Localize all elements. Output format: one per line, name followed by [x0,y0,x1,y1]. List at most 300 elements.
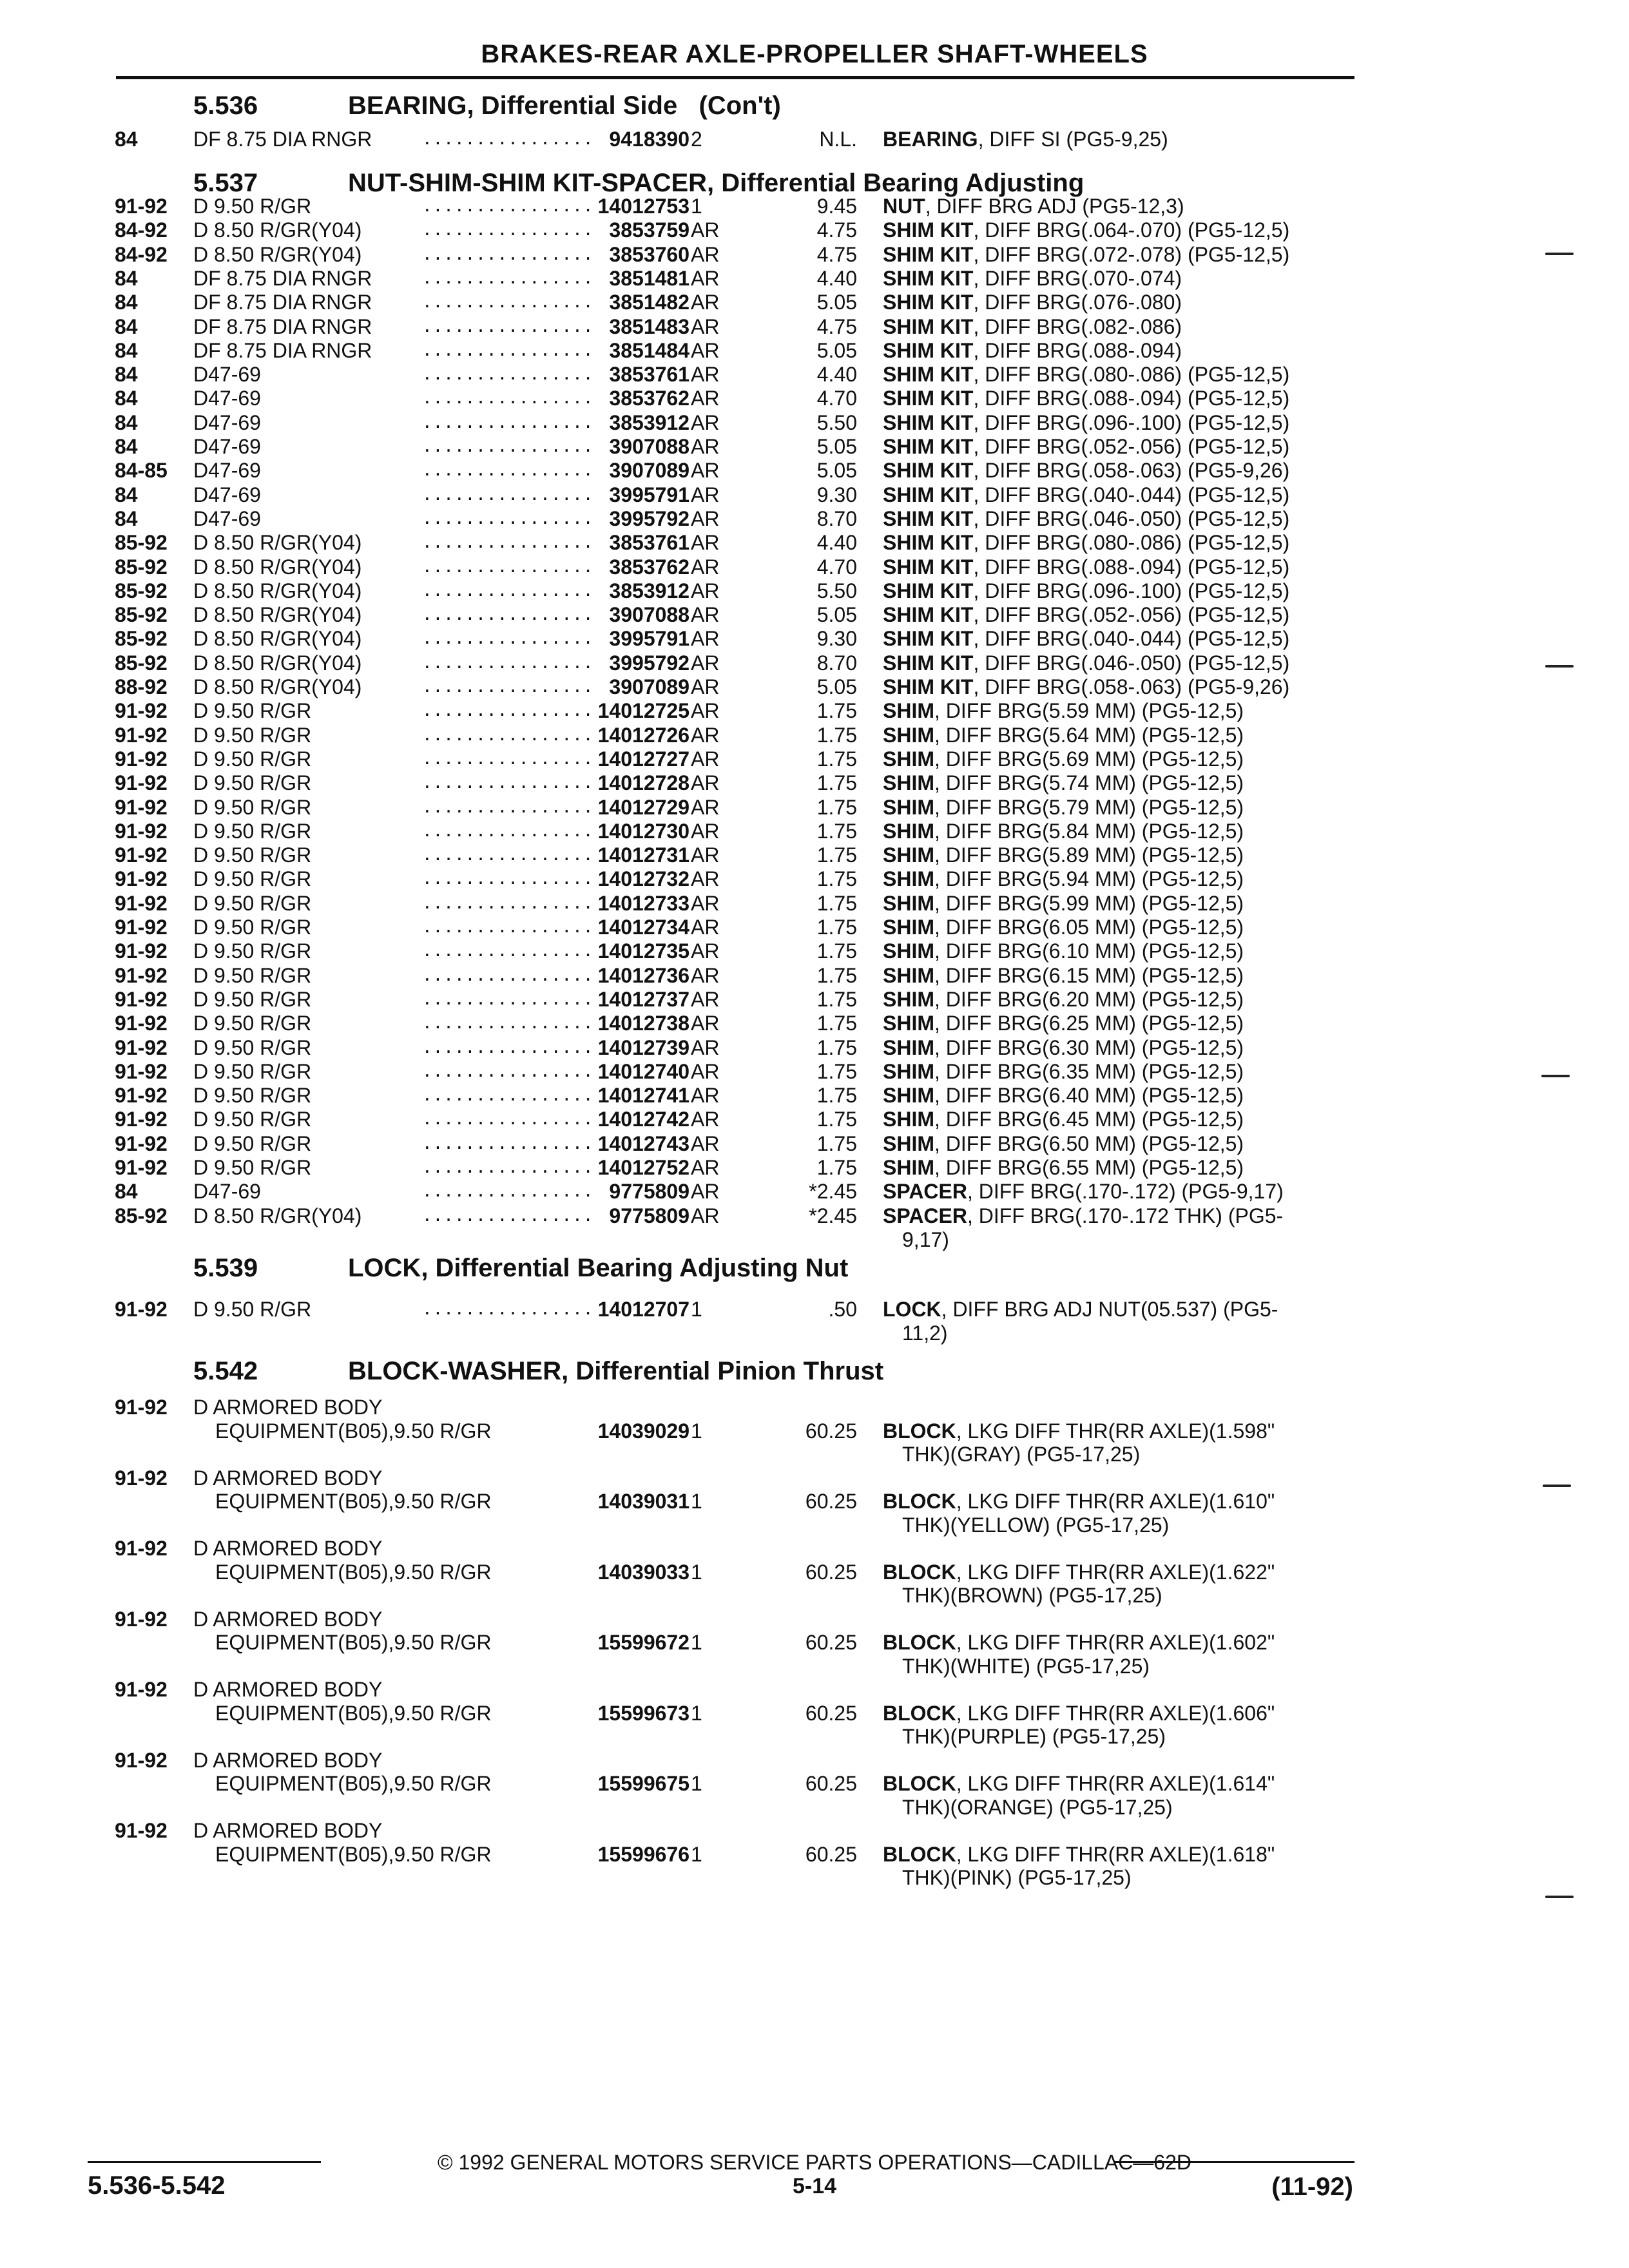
leader-dots: ................ [422,533,594,553]
part-name-key: SHIM KIT [883,651,974,675]
leader-dots: ................ [422,893,594,913]
part-name-detail: , DIFF BRG(.096-.100) (PG5-12,5) [973,410,1290,434]
model-years: 84 [115,387,138,410]
part-number: 3907088 [609,435,689,458]
table-row [0,410,1629,436]
quantity: 1 [691,1560,702,1584]
part-name [883,361,1289,387]
part-name-detail: , DIFF BRG(.040-.044) (PG5-12,5) [973,483,1290,506]
leader-dots: ................ [422,965,594,985]
part-name-key: SHIM KIT [883,242,974,266]
part-name-detail: , DIFF BRG(6.55 MM) (PG5-12,5) [934,1156,1244,1179]
part-name-key: BLOCK [883,1842,956,1866]
price: 1.75 [816,1059,857,1083]
application-desc: D 8.50 R/GR(Y04) [193,603,362,627]
price: 1.75 [816,916,857,939]
application-desc: D 9.50 R/GR [193,1012,312,1035]
table-row-continuation [0,1418,1629,1444]
leader-dots: ................ [422,130,594,149]
model-years: 91-92 [115,819,168,843]
model-years: 88-92 [115,675,168,698]
leader-dots: ................ [422,581,594,601]
quantity: AR [691,1035,720,1059]
margin-mark [1543,1485,1571,1487]
part-name-detail: , DIFF BRG(.096-.100) (PG5-12,5) [973,579,1290,602]
part-name-key: BLOCK [883,1631,956,1654]
part-name-detail: , DIFF BRG(6.35 MM) (PG5-12,5) [934,1059,1244,1083]
model-years: 84-85 [115,459,168,483]
table-row [0,1818,1629,1843]
part-name-detail: , DIFF BRG(.058-.063) (PG5-9,26) [973,675,1290,698]
part-number: 3853759 [609,218,689,242]
application-desc: D 9.50 R/GR [193,195,312,218]
model-years: 84 [115,435,138,458]
model-years: 91-92 [115,987,168,1011]
part-number: 3995791 [609,627,689,651]
table-row [0,265,1629,291]
leader-dots: ................ [422,1086,594,1106]
quantity: 1 [691,1490,702,1513]
leader-dots: ................ [422,918,594,937]
quantity: AR [691,338,720,362]
part-name-key: SHIM KIT [883,555,974,579]
section-header [0,88,1629,124]
leader-dots: ................ [422,1206,594,1225]
part-name-detail: , DIFF BRG(.170-.172 THK) (PG5- [967,1204,1284,1227]
model-years: 91-92 [115,1678,168,1701]
application-desc: D ARMORED BODY [193,1396,383,1419]
price: 5.05 [816,675,857,698]
application-desc: D 9.50 R/GR [193,1298,312,1321]
quantity: 1 [691,1842,702,1866]
quantity: AR [691,218,720,242]
part-name [883,914,1244,940]
part-name-cont: THK)(BROWN) (PG5-17,25) [902,1584,1162,1607]
part-name-key: SHIM [883,747,934,771]
section-title: LOCK, Differential Bearing Adjusting Nut [348,1254,849,1282]
price: 4.40 [816,266,857,290]
part-name-detail: , LKG DIFF THR(RR AXLE)(1.606" [956,1701,1275,1725]
table-row [0,530,1629,555]
application-desc: DF 8.75 DIA RNGR [193,128,372,151]
part-number: 14039031 [597,1490,689,1513]
price: N.L. [819,128,857,151]
name-continuation [0,1724,1629,1749]
price: 1.75 [816,723,857,747]
price: *2.45 [809,1204,857,1227]
table-row [0,1677,1629,1702]
part-name [883,1700,1275,1726]
price: 4.40 [816,363,857,387]
price: 60.25 [805,1560,857,1584]
section-number: 5.542 [193,1357,258,1385]
table-row [0,650,1629,676]
leader-dots: ................ [422,845,594,865]
part-number: 14012737 [597,987,689,1011]
part-number: 15599675 [597,1772,689,1795]
part-name-key: SHIM [883,987,934,1011]
part-name-detail: , DIFF BRG(.064-.070) (PG5-12,5) [973,218,1290,242]
table-row-continuation [0,1488,1629,1514]
part-name-detail: , LKG DIFF THR(RR AXLE)(1.614" [956,1772,1275,1795]
part-number: 14012731 [597,843,689,867]
quantity: AR [691,771,720,795]
part-name-detail: , DIFF BRG(5.84 MM) (PG5-12,5) [934,819,1244,843]
quantity: AR [691,723,720,747]
part-name-key: SHIM [883,795,934,819]
leader-dots: ................ [422,508,594,528]
part-name-detail: , DIFF BRG(5.94 MM) (PG5-12,5) [934,867,1244,891]
quantity: AR [691,1131,720,1155]
part-name-detail: , DIFF BRG(.170-.172) (PG5-9,17) [967,1180,1284,1204]
leader-dots: ................ [422,821,594,841]
part-name-detail: , DIFF BRG(5.69 MM) (PG5-12,5) [934,747,1244,771]
part-number: 14012741 [597,1084,689,1108]
part-name-cont: THK)(WHITE) (PG5-17,25) [902,1654,1150,1678]
application-desc: D 9.50 R/GR [193,699,312,723]
part-name [883,385,1289,411]
application-desc: D 8.50 R/GR(Y04) [193,531,362,555]
table-row [0,770,1629,796]
part-number: 14012735 [597,939,689,963]
quantity: AR [691,651,720,675]
price: 1.75 [816,747,857,771]
margin-mark [1541,1075,1570,1077]
price: 1.75 [816,699,857,723]
quantity: AR [691,699,720,723]
part-number: 14012707 [597,1298,689,1321]
application-desc-cont: EQUIPMENT(B05),9.50 R/GR [215,1560,492,1584]
part-name-cont: THK)(PURPLE) (PG5-17,25) [902,1725,1166,1748]
quantity: 1 [691,1631,702,1654]
name-continuation [0,1320,1629,1346]
price: 1.75 [816,987,857,1011]
part-name-detail: , DIFF BRG(6.10 MM) (PG5-12,5) [934,939,1244,963]
model-years: 91-92 [115,963,168,987]
part-name-detail: , DIFF BRG(.072-.078) (PG5-12,5) [973,242,1290,266]
name-continuation [0,1582,1629,1608]
part-name [883,1841,1275,1867]
table-row [0,217,1629,243]
part-number: 3853912 [609,410,689,434]
model-years: 91-92 [115,1819,168,1842]
model-years: 85-92 [115,1204,168,1227]
part-name-detail: , DIFF BRG(.058-.063) (PG5-9,26) [973,459,1290,483]
part-name-detail: , DIFF BRG(6.05 MM) (PG5-12,5) [934,916,1244,939]
section-title: BLOCK-WASHER, Differential Pinion Thrust [348,1357,884,1385]
part-name [883,314,1182,340]
application-desc: D 9.50 R/GR [193,1156,312,1179]
table-row [0,1010,1629,1036]
price: 9.30 [816,483,857,506]
table-row [0,193,1629,219]
application-desc: D 9.50 R/GR [193,1108,312,1131]
model-years: 91-92 [115,723,168,747]
model-years: 84 [115,266,138,290]
leader-dots: ................ [422,293,594,312]
price: 4.70 [816,387,857,410]
application-desc-cont: EQUIPMENT(B05),9.50 R/GR [215,1631,492,1654]
table-row [0,746,1629,772]
name-continuation [0,1653,1629,1679]
part-name-detail: , LKG DIFF THR(RR AXLE)(1.598" [956,1419,1275,1443]
price: 1.75 [816,1131,857,1155]
table-row [0,1747,1629,1773]
part-number: 14012725 [597,699,689,723]
leader-dots: ................ [422,268,594,288]
quantity: AR [691,531,720,555]
part-name [883,554,1289,580]
part-name-key: SHIM [883,699,934,723]
table-row [0,986,1629,1012]
part-number: 14012752 [597,1156,689,1179]
model-years: 84-92 [115,242,168,266]
table-row [0,914,1629,940]
model-years: 91-92 [115,916,168,939]
price: 4.70 [816,555,857,579]
application-desc: D 8.50 R/GR(Y04) [193,1204,362,1227]
part-name [883,698,1244,724]
table-row [0,1082,1629,1108]
leader-dots: ................ [422,340,594,360]
part-name-detail: , DIFF BRG(.040-.044) (PG5-12,5) [973,627,1290,651]
application-desc: D47-69 [193,1180,261,1204]
part-name-key: SHIM [883,1035,934,1059]
model-years: 84 [115,410,138,434]
part-name-key: BEARING [883,128,978,151]
part-name-key: SHIM [883,1012,934,1035]
part-name-detail: , DIFF SI (PG5-9,25) [978,128,1168,151]
model-years: 91-92 [115,699,168,723]
part-name-key: SHIM KIT [883,291,974,314]
quantity: AR [691,387,720,410]
model-years: 84 [115,1180,138,1204]
part-name-key: BLOCK [883,1772,956,1795]
part-name-detail: , DIFF BRG(.088-.094) [973,338,1182,362]
part-number: 3851481 [609,266,689,290]
part-number: 3907089 [609,675,689,698]
part-number: 14012753 [597,195,689,218]
part-name [883,1155,1244,1180]
model-years: 91-92 [115,795,168,819]
part-name [883,1629,1275,1655]
table-row [0,1394,1629,1420]
quantity: AR [691,795,720,819]
price: 5.05 [816,338,857,362]
section-header [0,1353,1629,1389]
part-name-key: SHIM [883,1108,934,1131]
model-years: 91-92 [115,1035,168,1059]
part-name-key: BLOCK [883,1419,956,1443]
model-years: 91-92 [115,1156,168,1179]
application-desc: DF 8.75 DIA RNGR [193,314,372,338]
price: 1.75 [816,1156,857,1179]
price: 5.50 [816,410,857,434]
price: 8.70 [816,506,857,530]
part-name-key: SHIM KIT [883,266,974,290]
quantity: AR [691,1204,720,1227]
part-name-detail: , DIFF BRG(5.59 MM) (PG5-12,5) [934,699,1244,723]
section-number: 5.537 [193,169,258,197]
table-row [0,1131,1629,1157]
table-row [0,1296,1629,1322]
part-name-key: SHIM [883,771,934,795]
part-name-detail: , DIFF BRG(6.50 MM) (PG5-12,5) [934,1131,1244,1155]
part-name-key: SHIM [883,916,934,939]
part-name-detail: , DIFF BRG ADJ (PG5-12,3) [925,195,1184,218]
model-years: 91-92 [115,1012,168,1035]
table-row-continuation [0,1771,1629,1796]
part-name-key: SHIM KIT [883,531,974,555]
part-number: 3995792 [609,651,689,675]
price: 5.05 [816,291,857,314]
part-name-detail: , DIFF BRG(.082-.086) [973,314,1182,338]
part-name-detail: , LKG DIFF THR(RR AXLE)(1.618" [956,1842,1275,1866]
leader-dots: ................ [422,244,594,264]
part-name-key: SHIM [883,867,934,891]
quantity: AR [691,363,720,387]
part-name-detail: , LKG DIFF THR(RR AXLE)(1.610" [956,1490,1275,1513]
part-name-key: NUT [883,195,925,218]
footer-date: (11-92) [1271,2173,1353,2201]
table-row [0,126,1629,152]
part-name-key: SHIM [883,843,934,867]
quantity: AR [691,483,720,506]
part-name-detail: , DIFF BRG ADJ NUT(05.537) (PG5- [941,1298,1278,1321]
part-name [883,434,1289,459]
part-name-detail: , DIFF BRG(5.79 MM) (PG5-12,5) [934,795,1244,819]
section-number: 5.536 [193,91,258,120]
leader-dots: ................ [422,1182,594,1202]
part-name [883,1559,1275,1585]
table-row [0,1106,1629,1132]
leader-dots: ................ [422,412,594,432]
leader-dots: ................ [422,797,594,817]
leader-dots: ................ [422,653,594,673]
part-number: 9775809 [609,1180,689,1204]
part-name-key: SHIM [883,1084,934,1108]
part-name [883,126,1168,152]
part-number: 15599676 [597,1842,689,1866]
model-years: 91-92 [115,1537,168,1560]
quantity: AR [691,867,720,891]
part-name-detail: , DIFF BRG(.046-.050) (PG5-12,5) [973,506,1290,530]
table-row [0,698,1629,724]
model-years: 85-92 [115,555,168,579]
part-number: 3907089 [609,459,689,483]
table-row-continuation [0,1841,1629,1867]
part-number: 14012738 [597,1012,689,1035]
application-desc: D ARMORED BODY [193,1466,383,1490]
part-name [883,1035,1244,1061]
application-desc: D 9.50 R/GR [193,771,312,795]
part-name [883,794,1244,820]
part-name-key: SHIM KIT [883,338,974,362]
quantity: 1 [691,1419,702,1443]
table-row [0,890,1629,916]
quantity: AR [691,1156,720,1179]
price: 1.75 [816,795,857,819]
application-desc-cont: EQUIPMENT(B05),9.50 R/GR [215,1772,492,1795]
quantity: AR [691,410,720,434]
part-name [883,986,1244,1012]
application-desc: D 9.50 R/GR [193,723,312,747]
leader-dots: ................ [422,1037,594,1057]
part-number: 14039029 [597,1419,689,1443]
part-number: 14012742 [597,1108,689,1131]
section-number: 5.539 [193,1254,258,1282]
part-name-cont: 9,17) [902,1227,949,1251]
quantity: AR [691,747,720,771]
quantity: AR [691,675,720,698]
table-row [0,626,1629,651]
model-years: 84-92 [115,218,168,242]
application-desc: D 8.50 R/GR(Y04) [193,579,362,602]
part-name [883,938,1244,964]
model-years: 84 [115,291,138,314]
application-desc: D47-69 [193,435,261,458]
quantity: AR [691,1059,720,1083]
price: 8.70 [816,651,857,675]
application-desc: D 9.50 R/GR [193,1084,312,1108]
part-name [883,1771,1275,1796]
price: 4.75 [816,314,857,338]
part-name-key: SPACER [883,1180,967,1204]
section-title: BEARING, Differential Side (Con't) [348,91,781,120]
quantity: AR [691,627,720,651]
application-desc-cont: EQUIPMENT(B05),9.50 R/GR [215,1701,492,1725]
model-years: 84 [115,363,138,387]
application-desc: DF 8.75 DIA RNGR [193,266,372,290]
part-number: 14012743 [597,1131,689,1155]
model-years: 84 [115,506,138,530]
price: 60.25 [805,1419,857,1443]
application-desc: D ARMORED BODY [193,1537,383,1560]
application-desc: D 9.50 R/GR [193,963,312,987]
part-name-cont: THK)(ORANGE) (PG5-17,25) [902,1795,1173,1819]
name-continuation [0,1441,1629,1467]
price: 5.05 [816,435,857,458]
quantity: AR [691,506,720,530]
table-row-continuation [0,1629,1629,1655]
part-name [883,506,1289,532]
model-years: 91-92 [115,891,168,915]
application-desc: D 8.50 R/GR(Y04) [193,218,362,242]
quantity: AR [691,242,720,266]
part-name-detail: , DIFF BRG(6.20 MM) (PG5-12,5) [934,987,1244,1011]
part-name-key: SHIM KIT [883,459,974,483]
price: 1.75 [816,1108,857,1131]
part-name [883,602,1289,628]
quantity: AR [691,963,720,987]
model-years: 85-92 [115,603,168,627]
application-desc: DF 8.75 DIA RNGR [193,291,372,314]
application-desc: D 9.50 R/GR [193,916,312,939]
application-desc: D ARMORED BODY [193,1748,383,1772]
model-years: 91-92 [115,1466,168,1490]
price: .50 [828,1298,857,1321]
price: 4.40 [816,531,857,555]
model-years: 84 [115,314,138,338]
part-number: 3853761 [609,531,689,555]
part-number: 3907088 [609,603,689,627]
part-name-key: SHIM KIT [883,387,974,410]
application-desc: D 9.50 R/GR [193,1131,312,1155]
section-header [0,1250,1629,1286]
leader-dots: ................ [422,1158,594,1177]
section-title: NUT-SHIM-SHIM KIT-SPACER, Differential Bearing Adjusting [348,169,1084,197]
price: 5.05 [816,459,857,483]
